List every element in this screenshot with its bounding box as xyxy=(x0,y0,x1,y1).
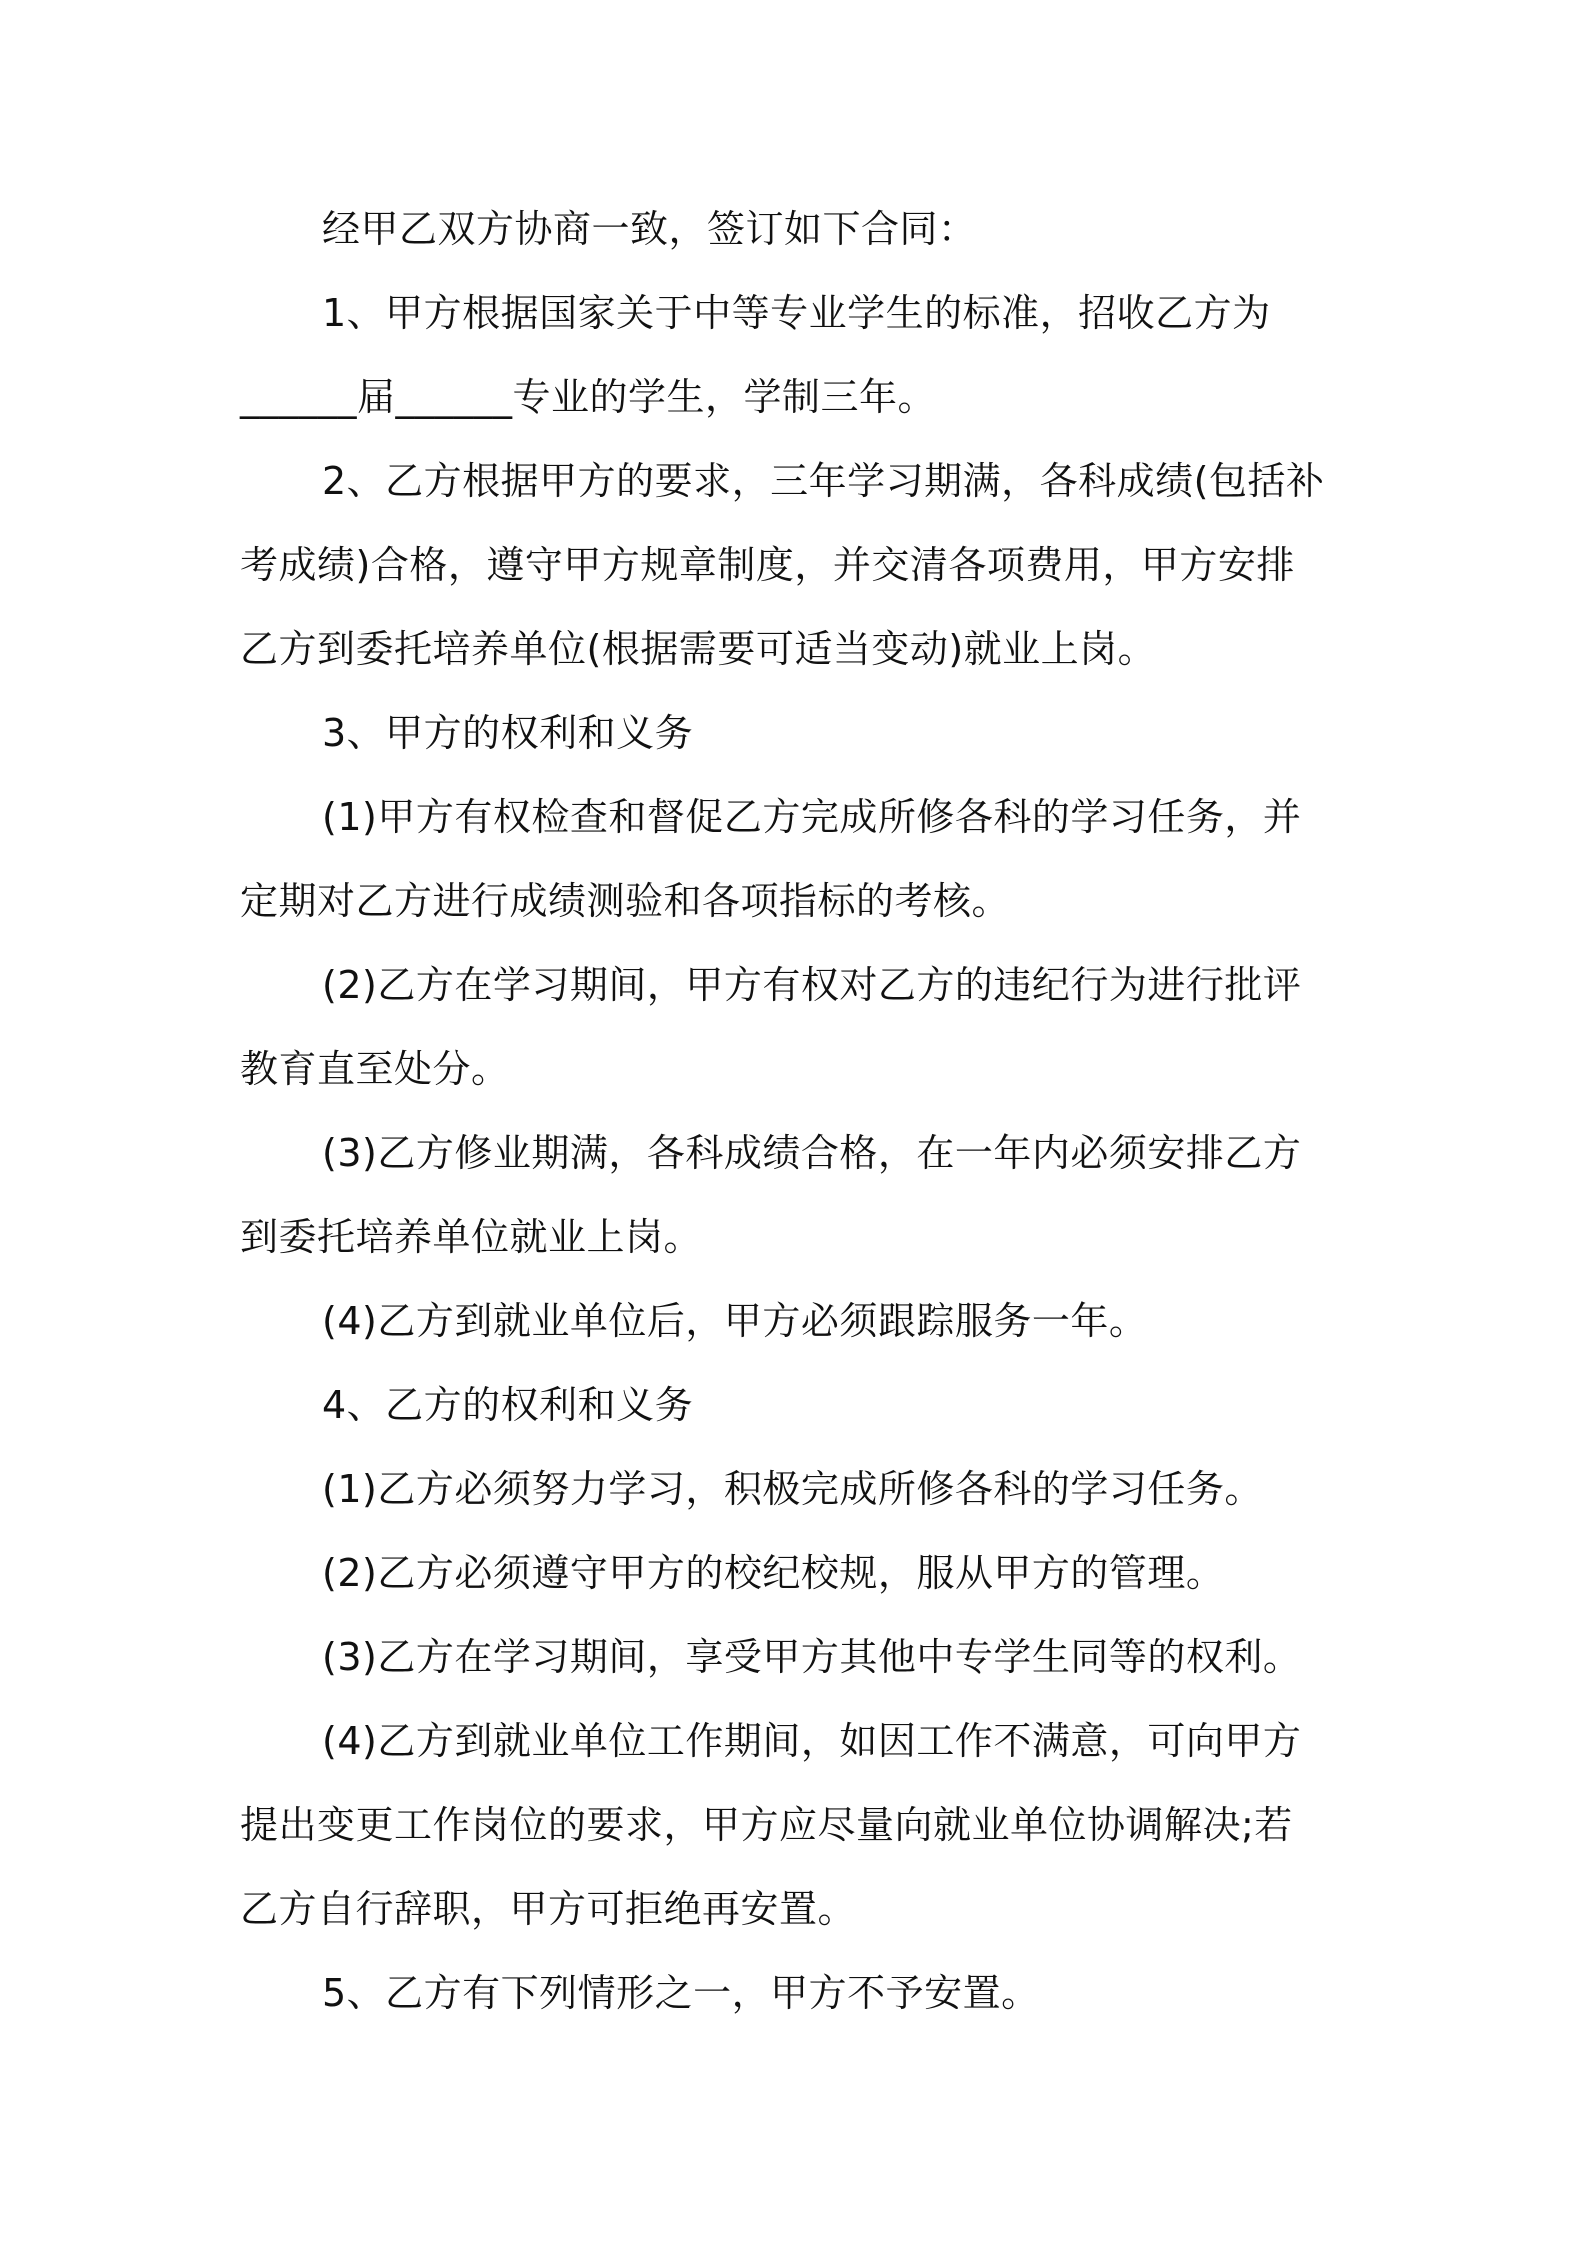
text-line: (3)乙方修业期满，各科成绩合格，在一年内必须安排乙方 xyxy=(322,1131,1302,1175)
text-line: (4)乙方到就业单位工作期间，如因工作不满意，可向甲方 xyxy=(322,1719,1302,1763)
text-line: 考成绩)合格，遵守甲方规章制度，并交清各项费用，甲方安排 xyxy=(240,543,1295,587)
text-line: 2、乙方根据甲方的要求，三年学习期满，各科成绩(包括补 xyxy=(322,459,1325,503)
text-line: 教育直至处分。 xyxy=(240,1047,510,1091)
text-line: (2)乙方必须遵守甲方的校纪校规，服从甲方的管理。 xyxy=(322,1551,1225,1595)
text-line: 到委托培养单位就业上岗。 xyxy=(240,1215,703,1259)
text-line: 乙方自行辞职，甲方可拒绝再安置。 xyxy=(240,1887,857,1931)
text-line: (3)乙方在学习期间，享受甲方其他中专学生同等的权利。 xyxy=(322,1635,1302,1679)
text-line: 3、甲方的权利和义务 xyxy=(322,711,694,755)
text-line: ______届______专业的学生，学制三年。 xyxy=(240,375,937,419)
text-line: (1)甲方有权检查和督促乙方完成所修各科的学习任务，并 xyxy=(322,795,1302,839)
text-line: (4)乙方到就业单位后，甲方必须跟踪服务一年。 xyxy=(322,1299,1148,1343)
text-line: 提出变更工作岗位的要求，甲方应尽量向就业单位协调解决;若 xyxy=(240,1803,1293,1847)
text-line: 乙方到委托培养单位(根据需要可适当变动)就业上岗。 xyxy=(240,627,1157,671)
text-line: 1、甲方根据国家关于中等专业学生的标准，招收乙方为 xyxy=(322,291,1271,335)
text-line: 5、乙方有下列情形之一，甲方不予安置。 xyxy=(322,1971,1040,2015)
text-line: 4、乙方的权利和义务 xyxy=(322,1383,694,1427)
text-line: (1)乙方必须努力学习，积极完成所修各科的学习任务。 xyxy=(322,1467,1263,1511)
text-line: (2)乙方在学习期间，甲方有权对乙方的违纪行为进行批评 xyxy=(322,963,1302,1007)
text-line: 经甲乙双方协商一致，签订如下合同： xyxy=(322,207,977,251)
text-line: 定期对乙方进行成绩测验和各项指标的考核。 xyxy=(240,879,1011,923)
